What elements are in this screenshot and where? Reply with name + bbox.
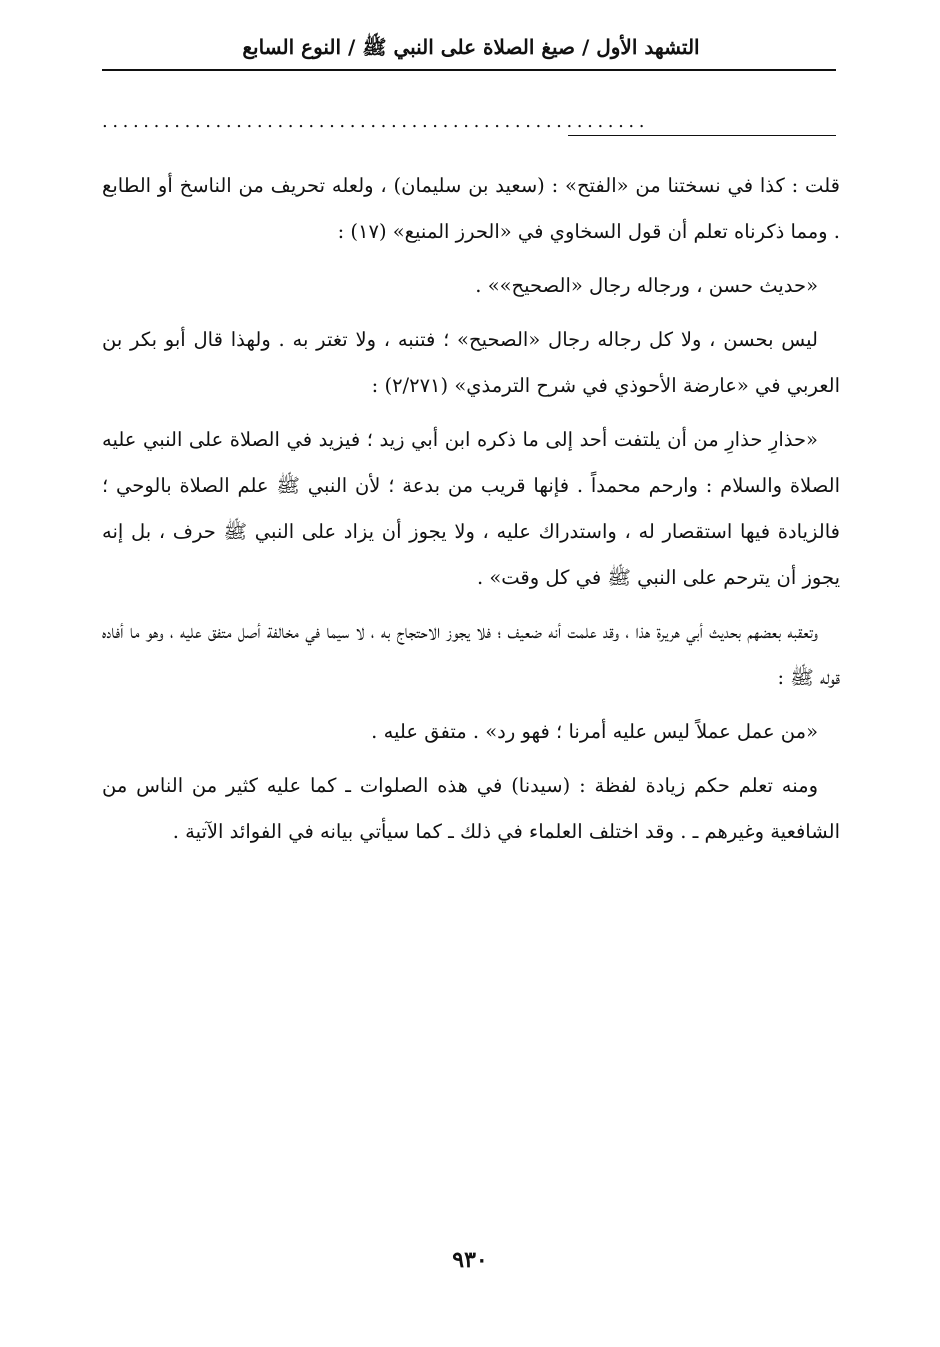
footnote-dot-leader: ..................................................... xyxy=(102,112,650,132)
footnote-body xyxy=(102,163,840,863)
footnote-rule xyxy=(568,135,836,136)
paragraph-note-intro: قلت : كذا في نسختنا من «الفتح» : (سعيد بن سليمان) ، ولعله تحريف من الناسخ أو الطابع . ومما ذكرناه تعلم أن قول السخاوي في «الحرز المنيع» (١٧) : xyxy=(102,174,840,243)
paragraph-critique: وتعقبه بعضهم بحديث أبي هريرة هذا ، وقد علمت أنه ضعيف ؛ فلا يجوز الاحتجاج به ، لا سيما في مخالفة أصل متفق عليه ، وهو ما أفاده قوله ﷺ : xyxy=(102,620,840,689)
paragraph-rebuttal: ليس بحسن ، ولا كل رجاله رجال «الصحيح» ؛ فتنبه ، ولا تغتر به . ولهذا قال أبو بكر بن العربي في «عارضة الأحوذي في شرح الترمذي» (٢/٢٧١) : xyxy=(102,328,840,397)
running-header: التشهد الأول / صيغ الصلاة على النبي ﷺ / النوع السابع xyxy=(242,35,700,59)
header-rule xyxy=(102,69,836,71)
paragraph-quote-ibn-arabi: «حذارِ حذارِ من أن يلتفت أحد إلى ما ذكره ابن أبي زيد ؛ فيزيد في الصلاة على النبي عليه الصلاة والسلام : وارحم محمداً . فإنها قريب من بدعة ؛ لأن النبي ﷺ علم الصلاة بالوحي ؛ فالزيادة فيها استقصار له ، واستدراك عليه ، ولا يجوز أن يزاد على النبي ﷺ حرف ، بل إنه يجوز أن يترحم على النبي ﷺ في كل وقت» . xyxy=(102,428,840,589)
paragraph-quote-sakhawi: «حديث حسن ، ورجاله رجال «الصحيح»» . xyxy=(475,274,818,297)
paragraph-conclusion: ومنه تعلم حكم زيادة لفظة : (سيدنا) في هذه الصلوات ـ كما عليه كثير من الناس من الشافعية وغيرهم ـ . وقد اختلف العلماء في ذلك ـ كما سيأتي بيانه في الفوائد الآتية . xyxy=(102,774,840,843)
paragraph-hadith: «من عمل عملاً ليس عليه أمرنا ؛ فهو رد» . متفق عليه . xyxy=(371,720,818,743)
page-number: ٩٣٠ xyxy=(452,1247,488,1273)
